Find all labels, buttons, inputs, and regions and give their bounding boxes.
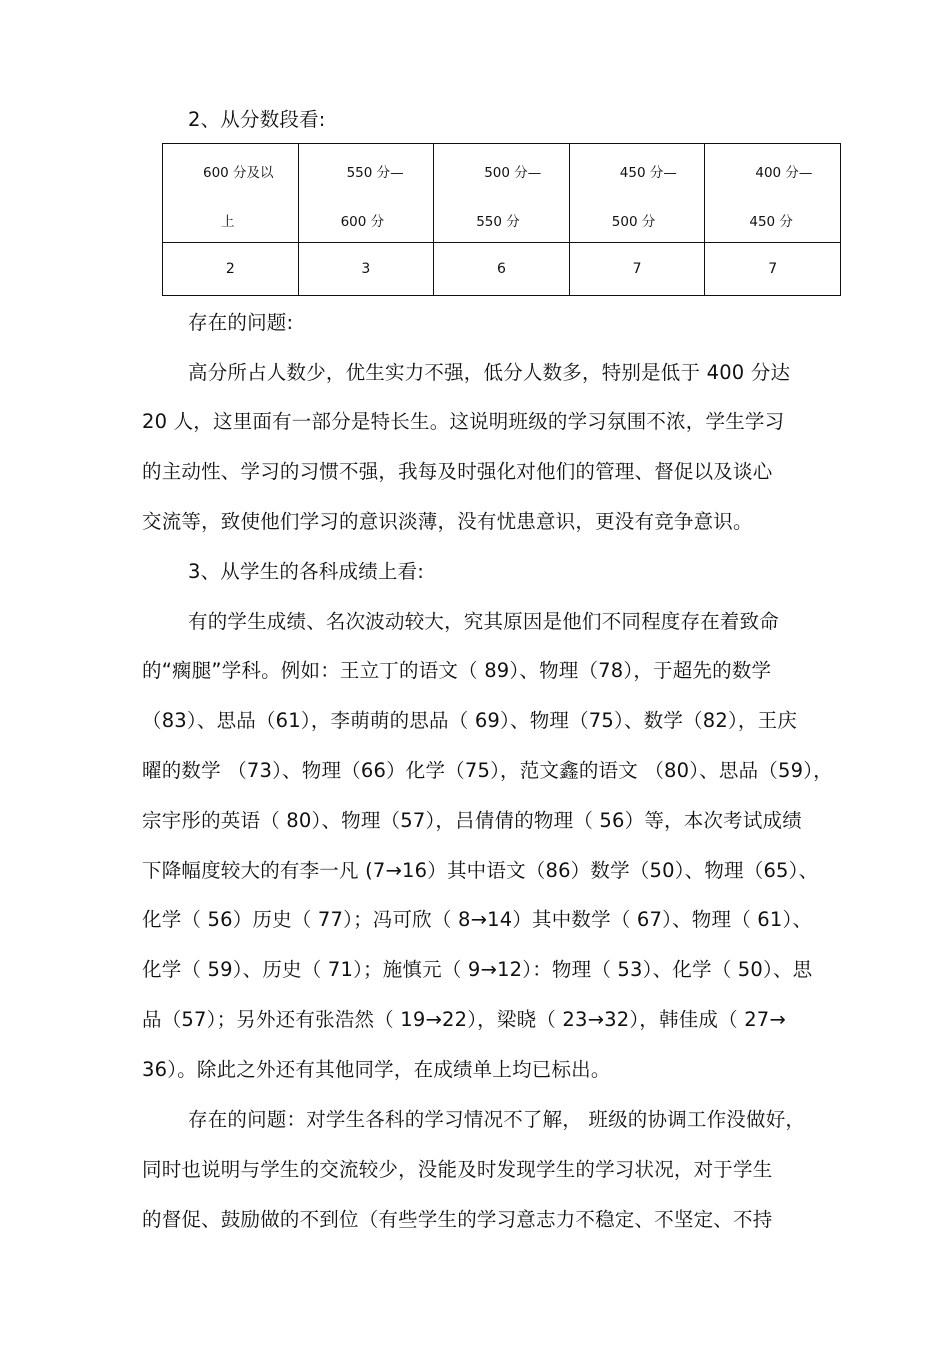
table-header-cell [705, 144, 841, 243]
paragraph-line: （83）、思品（61），李萌萌的思品（ 69）、物理（75）、数学（82），王庆 [142, 709, 798, 732]
section-heading-score-bands: 2、从分数段看: [188, 108, 326, 131]
paragraph-line: 曜的数学 （73）、物理（66）化学（75），范文鑫的语文 （80）、思品（59）， [142, 759, 833, 782]
header-line-2: 600 分 [340, 214, 385, 230]
paragraph-line: 的督促、鼓励做的不到位（有些学生的学习意志力不稳定、不坚定、不持 [142, 1208, 773, 1231]
header-line-1: 500 分— [484, 165, 542, 181]
table-value-cell: 3 [298, 243, 434, 296]
table-value-cell: 7 [705, 243, 841, 296]
paragraph-line: 的“瘸腿”学科。例如：王立丁的语文（ 89）、物理（78），于超先的数学 [142, 659, 772, 682]
paragraph-line: 品（57）；另外还有张浩然（ 19→22），梁晓（ 23→32），韩佳成（ 27→ [142, 1008, 786, 1031]
table-header-cell [434, 144, 570, 243]
table-header-row [163, 144, 841, 243]
header-line-1: 400 分— [755, 165, 813, 181]
header-line-1: 550 分— [346, 165, 404, 181]
paragraph-line: 的主动性、学习的习惯不强，我每及时强化对他们的管理、督促以及谈心 [142, 460, 773, 483]
paragraph-line: 下降幅度较大的有李一凡 (7→16）其中语文（86）数学（50）、物理（65）、 [142, 859, 819, 882]
section-heading-subjects: 3、从学生的各科成绩上看: [188, 560, 425, 583]
paragraph-line: 化学（ 59）、历史（ 71）；施慎元（ 9→12）：物理（ 53）、化学（ 50）、思 [142, 958, 813, 981]
table-value-cell: 6 [434, 243, 570, 296]
header-line-2: 450 分 [749, 214, 793, 230]
table-value-cell: 2 [163, 243, 299, 296]
paragraph-line: 36）。除此之外还有其他同学，在成绩单上均已标出。 [142, 1058, 611, 1081]
header-line-2: 500 分 [611, 214, 656, 230]
paragraph-line: 宗宇彤的英语（ 80）、物理（57），吕倩倩的物理（ 56）等，本次考试成绩 [142, 809, 802, 832]
paragraph-line: 高分所占人数少，优生实力不强，低分人数多，特别是低于 400 分达 [188, 361, 791, 384]
score-band-table [162, 143, 841, 296]
paragraph-line: 同时也说明与学生的交流较少，没能及时发现学生的学习状况，对于学生 [142, 1158, 773, 1181]
table-header-cell [163, 144, 299, 243]
table-header-cell [298, 144, 434, 243]
table-value-cell: 7 [569, 243, 705, 296]
paragraph-line: 存在的问题：对学生各科的学习情况不了解， 班级的协调工作没做好， [188, 1108, 806, 1131]
paragraph-line: 20 人，这里面有一部分是特长生。这说明班级的学习氛围不浓，学生学习 [142, 410, 785, 433]
paragraph-line: 交流等，致使他们学习的意识淡薄，没有忧患意识，更没有竞争意识。 [142, 510, 753, 533]
problem-title: 存在的问题: [188, 311, 294, 334]
header-line-2: 550 分 [476, 214, 520, 230]
table-header-cell [569, 144, 705, 243]
header-line-1: 600 分及以 [203, 165, 274, 181]
header-line-1: 450 分— [619, 165, 677, 181]
paragraph-line: 有的学生成绩、名次波动较大，究其原因是他们不同程度存在着致命 [188, 610, 780, 633]
paragraph-line: 化学（ 56）历史（ 77）；冯可欣（ 8→14）其中数学（ 67）、物理（ 61）、 [142, 908, 813, 931]
header-line-2: 上 [221, 214, 235, 230]
table-value-row [163, 243, 841, 296]
